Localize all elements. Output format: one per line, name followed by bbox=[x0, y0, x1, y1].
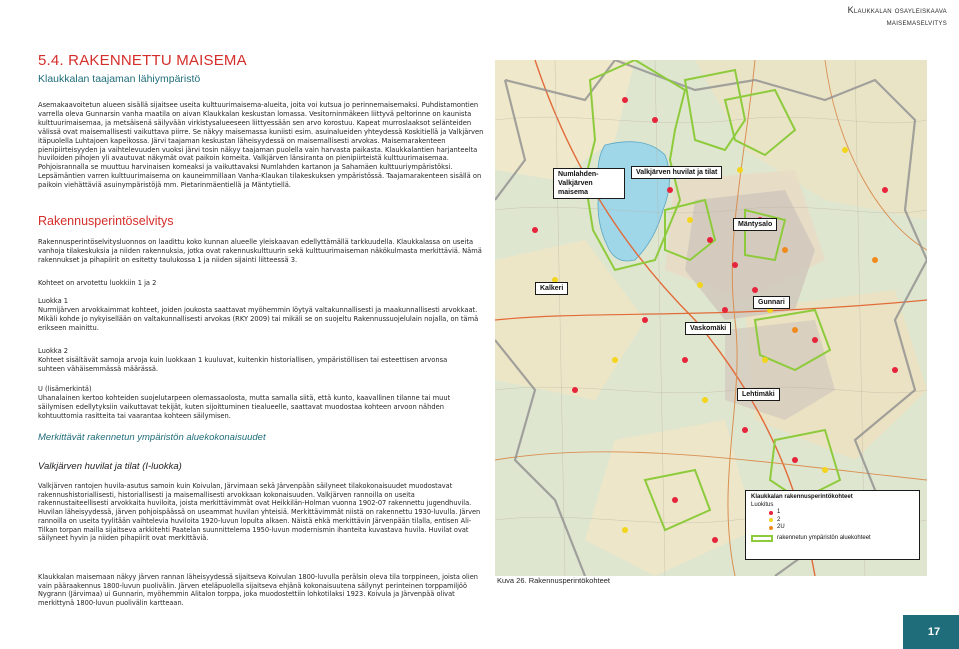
inventory-heading: Rakennusperintöselvitys bbox=[38, 214, 174, 228]
section-subtitle: Klaukkalan taajaman lähiympäristö bbox=[38, 73, 201, 85]
legend-subtitle: Luokitus bbox=[751, 501, 774, 508]
map-label-gunnari: Gunnari bbox=[753, 296, 790, 309]
class1-text: Nurmijärven arvokkaimmat kohteet, joiden joukosta saattavat myöhemmin löytyä valtakunnallisesti ja maakunnallisesti arvokkaat. Mikäli kohde jo nykyisellään on valtakunnallisesti arvokas (RKY 2009) tai mikäli se on suojeltu Rakennussuojelulain nojalla, on tämä erikseen mainittu. bbox=[38, 306, 479, 332]
villas-text-2: Klaukkalan maisemaan näkyy järven rannan läheisyydessä sijaitseva Koivulan 1800-luvulla perälsin oleva tila torppineen, joista olien vain pääraakennus 1800-luvun puolivälin. Järven eteläpuolella sijaitseva ehjänä kokonaisuutena säilynyt perinteinen torppamiljöö Nygrann (Järvimaa) ui Gunnarin, myöhemmin Alitalon torppa, joka muodostettiin lohkotilaksi 1923. Koivula ja Järvenpää olivat merkittynä 1800-luvun puolivälin kartteaan. bbox=[38, 573, 478, 608]
legend-row-class2u bbox=[769, 524, 914, 532]
legend-class1-label: 1 bbox=[777, 509, 781, 515]
legend-row-class2 bbox=[769, 517, 914, 525]
section-title: 5.4. RAKENNETTU MAISEMA bbox=[38, 52, 247, 69]
intro-paragraph: Asemakaavoitetun alueen sisällä sijaitsee useita kulttuurimaisema-alueita, joita voi kutsua jo perinnemaisemaksi. Puhdistamontien varrella oleva Gunnarsin vanha maatila on aivan Klaukkalan keskustan lomassa. Vesitorninmäkeen liittyvä peltorinne on kaunista kulttuurimaisemaa, ja metsäisenä säilyvään virkistysalueeseen liittyessään sen arvo korostuu. Kapeat murroslaaksot selänteiden välissä ovat maisemallisesti vaikuttava piirre. Se näkyy maisemassa kuniisti esim. asuinalueiden yhteydessä Koskitiellä ja Valkjärven itäpuolella Luhtajoen kapeikossa. Järvi taajaman keskustan läheisyydessä on maisemallisesti arvokas. Maisemarakenteen pienipiirteisyyden ja vaihtelevuuden vuoksi järvi tosin näkyy taajaman puolella vain harvasta paikasta. Klaukkalantien harjanteelta huviloiden pihojen yli avautuvat näkymät ovat paikoin komeita. Valkjärven länsiranta on pienipiirteistä kulttuurimaisemaa. Pohjoisrannalla se muuttuu harvinaisen komeaksi ja vaikuttavaksi Numlahden kartanon ja Sahamäen kulttuuriympäristöksi. Lepsämäntien varren kulttuurimaisema on kauneimmillaan Vanha-Klaukan tilakeskuksen ympäristössä. Taajamarakenteen sisällä on paikoin viehättäviä asuinympäristöjä mm. Pietarinmäentiellä ja Mäntytiellä. bbox=[38, 101, 484, 190]
figure-caption: Kuva 26. Rakennusperintökohteet bbox=[497, 576, 610, 585]
legend-dot-orange-icon bbox=[769, 526, 773, 530]
villas-text: Valkjärven rantojen huvila-asutus samoin kuin Koivulan, Järvimaan sekä Järvenpään säilyneet tilakokonaisuudet muodostavat rakennushistoriallisesti, historiallisesti ja maisemallisesti arvokkaan kokonaisuuden. Valkjärven rannoilla on useita rakennustaiteellisesti arvokkaita huviloita, joista merkittävimmät ovat Heikkilän-Holman vuonna 1902-07 rakennettu jugendhuvila. Huvilan läheisyydessä, järven pohjoispäässä on useammat huvilan yhteisiä. Merkittävimmät niistä on rakennettu 1930-luvulla. Järven rannoilla on useita tyylitään vaihtelevia huviloita 1920-luvun lopulta alkaen. Näistä ehkä merkittävin Järvenpään tilalla, entisen Ali-Tilkan torpan mailla sijaitseva arkkitehti Paatelan suunnittelema 1950-luvun modernismin ihanteita kuvastava huvila. Huvilat ovat säilyneet hyvin ja niiden pihapiirit ovat merkittäviä. bbox=[38, 482, 481, 543]
classes-intro: Kohteet on arvotettu luokkiin 1 ja 2 bbox=[38, 279, 157, 287]
map-label-lehtimaki: Lehtimäki bbox=[737, 388, 780, 401]
heritage-map bbox=[495, 60, 927, 576]
legend-row-class1 bbox=[769, 509, 914, 517]
regional-heading: Merkittävät rakennetun ympäristön aluekokonaisuudet bbox=[38, 432, 266, 443]
class2-label: Luokka 2 bbox=[38, 347, 69, 355]
legend-dot-yellow-icon bbox=[769, 518, 773, 522]
legend-class2u-label: 2U bbox=[777, 524, 785, 530]
legend-row-area bbox=[751, 535, 914, 543]
header-title: Klaukkalan osayleiskaava bbox=[847, 5, 947, 15]
villas-heading: Valkjärven huvilat ja tilat (I-luokka) bbox=[38, 461, 182, 472]
map-label-vaskomaki: Vaskomäki bbox=[685, 322, 731, 335]
class1-label: Luokka 1 bbox=[38, 297, 69, 305]
map-label-mantysalo: Mäntysalo bbox=[733, 218, 777, 231]
page-number: 17 bbox=[903, 615, 959, 649]
class2-text: Kohteet sisältävät samoja arvoja kuin luokkaan 1 kuuluvat, kuitenkin historiallisen, ympäristöllisen tai esteettisen arvonsa suhteen vähäisemmässä määrässä. bbox=[38, 356, 448, 373]
classu-label: U (lisämerkintä) bbox=[38, 385, 92, 393]
map-legend bbox=[745, 490, 920, 560]
legend-class2-label: 2 bbox=[777, 516, 781, 523]
map-label-numlahden: Numlahden-Valkjärven maisema bbox=[553, 168, 625, 199]
map-label-kalkeri: Kalkeri bbox=[535, 282, 568, 295]
header-subtitle: maisemaselvitys bbox=[886, 18, 947, 27]
legend-area-swatch-icon bbox=[751, 535, 773, 542]
legend-area-label: rakennetun ympäristön aluekohteet bbox=[777, 534, 871, 541]
map-label-valkjarven: Valkjärven huvilat ja tilat bbox=[631, 166, 722, 179]
inventory-intro: Rakennusperintöselvitysluonnos on laadittu koko kunnan alueelle yleiskaavan edellyttämällä tarkkuudella. Klaukkalassa on useita vanhoja tilakeskuksia ja niiden rakennuksia, jotka ovat rakennuskulttuurin sekä kulttuurimaiseman näkökulmasta merkittäviä. Nämä rakennukset ja pihapiirit on esitetty taulukossa 1 ja niiden sijainti liitteessä 3. bbox=[38, 238, 482, 264]
legend-title: Klaukkalan rakennusperintökohteet bbox=[751, 494, 853, 500]
legend-dot-red-icon bbox=[769, 511, 773, 515]
classu-text: Uhanalainen kertoo kohteiden suojelutarpeen olemassaolosta, mutta samalla siitä, että kunto, kaavallinen tilanne tai muut säilymisen edellytyksiin vaikuttavat tekijät, kuten sijoittuminen tiealueelle, saattavat muodostaa kohteen arvoon nähden kohtuuttomia rasitteita tai vaarantaa kohteen säilymisen. bbox=[38, 394, 451, 420]
running-header bbox=[848, 5, 947, 27]
